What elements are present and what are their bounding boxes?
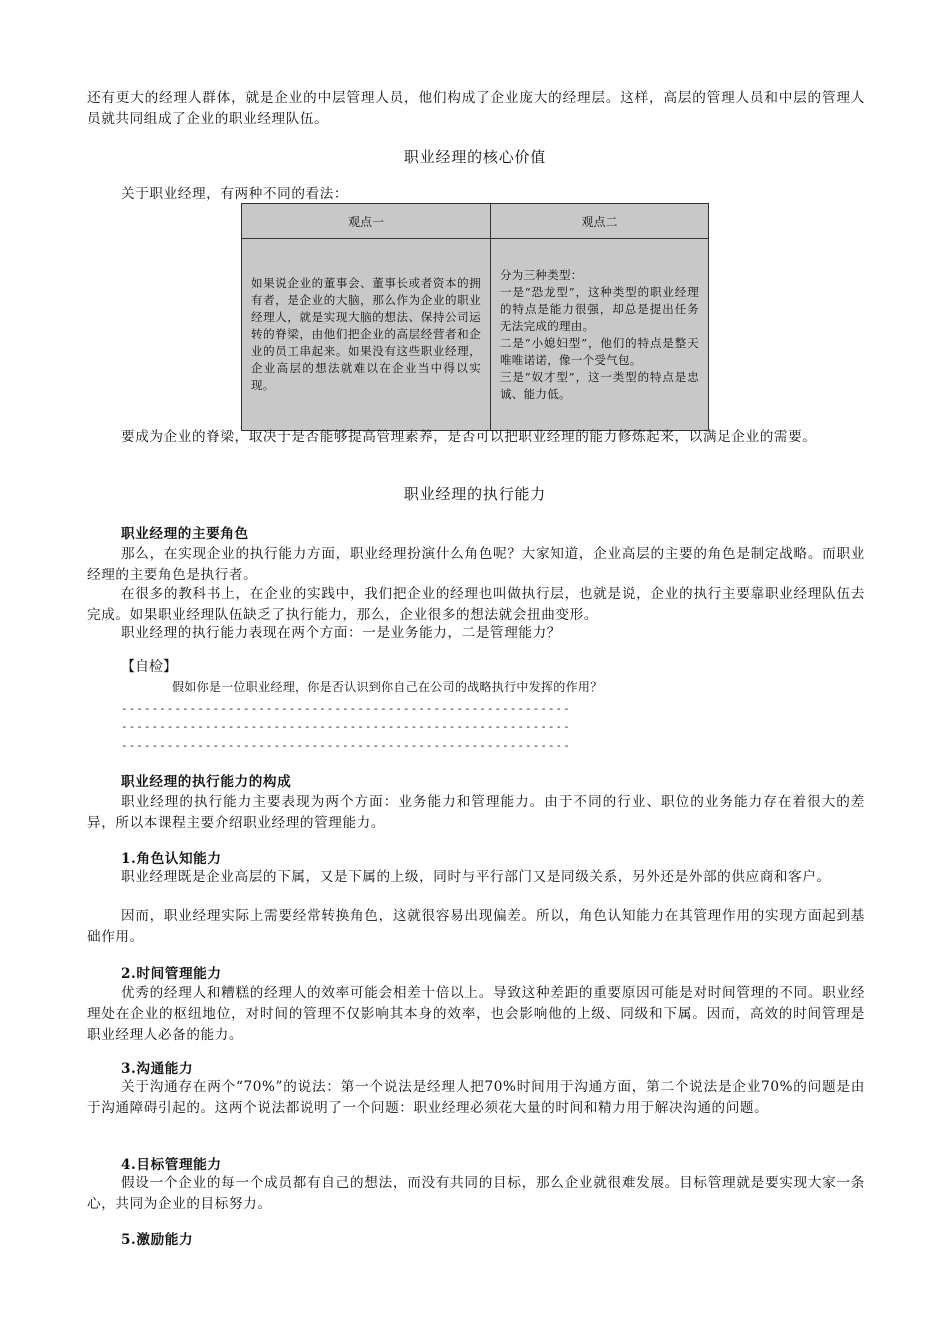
role-paragraph-1: 那么，在实现企业的执行能力方面，职业经理扮演什么角色呢？大家知道，企业高层的主要的角色是制定战略。而职业经理的主要角色是执行者。 xyxy=(87,546,865,583)
answer-line[interactable]: ----------------------------------------------------------- xyxy=(121,720,571,733)
view-one-text: 如果说企业的董事会、董事长或者资本的拥有者，是企业的大脑，那么作为企业的职业经理人，就是实现大脑的想法、保持公司运转的脊梁，由他们把企业的高层经营者和企业的员工串起来。如果没有这些职业经理，企业高层的想法就难以在企业当中得以实现。 xyxy=(242,239,491,431)
heading-motivation: 5.激励能力 xyxy=(121,1232,194,1248)
heading-composition: 职业经理的执行能力的构成 xyxy=(121,774,292,790)
role-cognition-paragraph-1: 职业经理既是企业高层的下属，又是下属的上级，同时与平行部门又是同级关系，另外还是外部的供应商和客户。 xyxy=(121,869,831,885)
heading-communication: 3.沟通能力 xyxy=(121,1061,194,1077)
heading-time-management: 2.时间管理能力 xyxy=(121,966,222,982)
view-two-line: 一是“恐龙型”，这种类型的职业经理的特点是能力很强，却总是提出任务无法完成的理由。 xyxy=(500,284,699,333)
view-two-cell xyxy=(491,239,709,431)
core-value-closing: 要成为企业的脊梁，取决于是否能够提高管理素养，是否可以把职业经理的能力修炼起来，以满足企业的需要。 xyxy=(121,429,817,445)
communication-paragraph: 关于沟通存在两个“70%”的说法：第一个说法是经理人把70%时间用于沟通方面，第二个说法是企业70%的问题是由于沟通障碍引起的。这两个说法都说明了一个问题：职业经理必须花大量的时间和精力用于解决沟通的问题。 xyxy=(87,1079,865,1116)
view-two-header: 观点二 xyxy=(491,204,709,239)
views-lead: 关于职业经理，有两种不同的看法： xyxy=(121,186,349,202)
view-one-header: 观点一 xyxy=(242,204,491,239)
self-check-label: 【自检】 xyxy=(121,659,177,675)
section-title-execution: 职业经理的执行能力 xyxy=(403,485,547,503)
self-check-question: 假如你是一位职业经理，你是否认识到你自己在公司的战略执行中发挥的作用？ xyxy=(172,680,603,694)
goal-management-paragraph: 假设一个企业的每一个成员都有自己的想法，而没有共同的目标，那么企业就很难发展。目标管理就是要实现大家一条心，共同为企业的目标努力。 xyxy=(87,1175,865,1212)
view-two-line: 三是“奴才型”，这一类型的特点是忠诚、能力低。 xyxy=(500,369,699,401)
time-management-paragraph: 优秀的经理人和糟糕的经理人的效率可能会相差十倍以上。导致这种差距的重要原因可能是对时间管理的不同。职业经理处在企业的枢纽地位，对时间的管理不仅影响其本身的效率，也会影响他的上级、同级和下属。因而，高效的时间管理是职业经理人必备的能力。 xyxy=(87,985,865,1043)
heading-role-cognition: 1.角色认知能力 xyxy=(121,851,222,867)
heading-main-role: 职业经理的主要角色 xyxy=(121,526,249,542)
role-paragraph-2: 在很多的教科书上，在企业的实践中，我们把企业的经理也叫做执行层，也就是说，企业的执行主要靠职业经理队伍去完成。如果职业经理队伍缺乏了执行能力，那么，企业很多的想法就会扭曲变形。 xyxy=(87,586,865,623)
answer-line[interactable]: ----------------------------------------------------------- xyxy=(121,739,571,752)
role-cognition-paragraph-2: 因而，职业经理实际上需要经常转换角色，这就很容易出现偏差。所以，角色认知能力在其管理作用的实现方面起到基础作用。 xyxy=(87,908,865,945)
heading-goal-management: 4.目标管理能力 xyxy=(121,1157,222,1173)
intro-paragraph: 还有更大的经理人群体，就是企业的中层管理人员，他们构成了企业庞大的经理层。这样，高层的管理人员和中层的管理人员就共同组成了企业的职业经理队伍。 xyxy=(87,90,865,127)
role-paragraph-3: 职业经理的执行能力表现在两个方面：一是业务能力，二是管理能力？ xyxy=(121,625,562,641)
view-two-line: 分为三种类型： xyxy=(500,267,583,282)
answer-line[interactable]: ----------------------------------------------------------- xyxy=(121,702,571,715)
views-table xyxy=(241,203,709,431)
composition-paragraph: 职业经理的执行能力主要表现为两个方面：业务能力和管理能力。由于不同的行业、职位的业务能力存在着很大的差异，所以本课程主要介绍职业经理的管理能力。 xyxy=(87,794,865,831)
section-title-core-value: 职业经理的核心价值 xyxy=(403,148,547,166)
view-two-line: 二是“小媳妇型”，他们的特点是整天唯唯诺诺，像一个受气包。 xyxy=(500,335,699,367)
